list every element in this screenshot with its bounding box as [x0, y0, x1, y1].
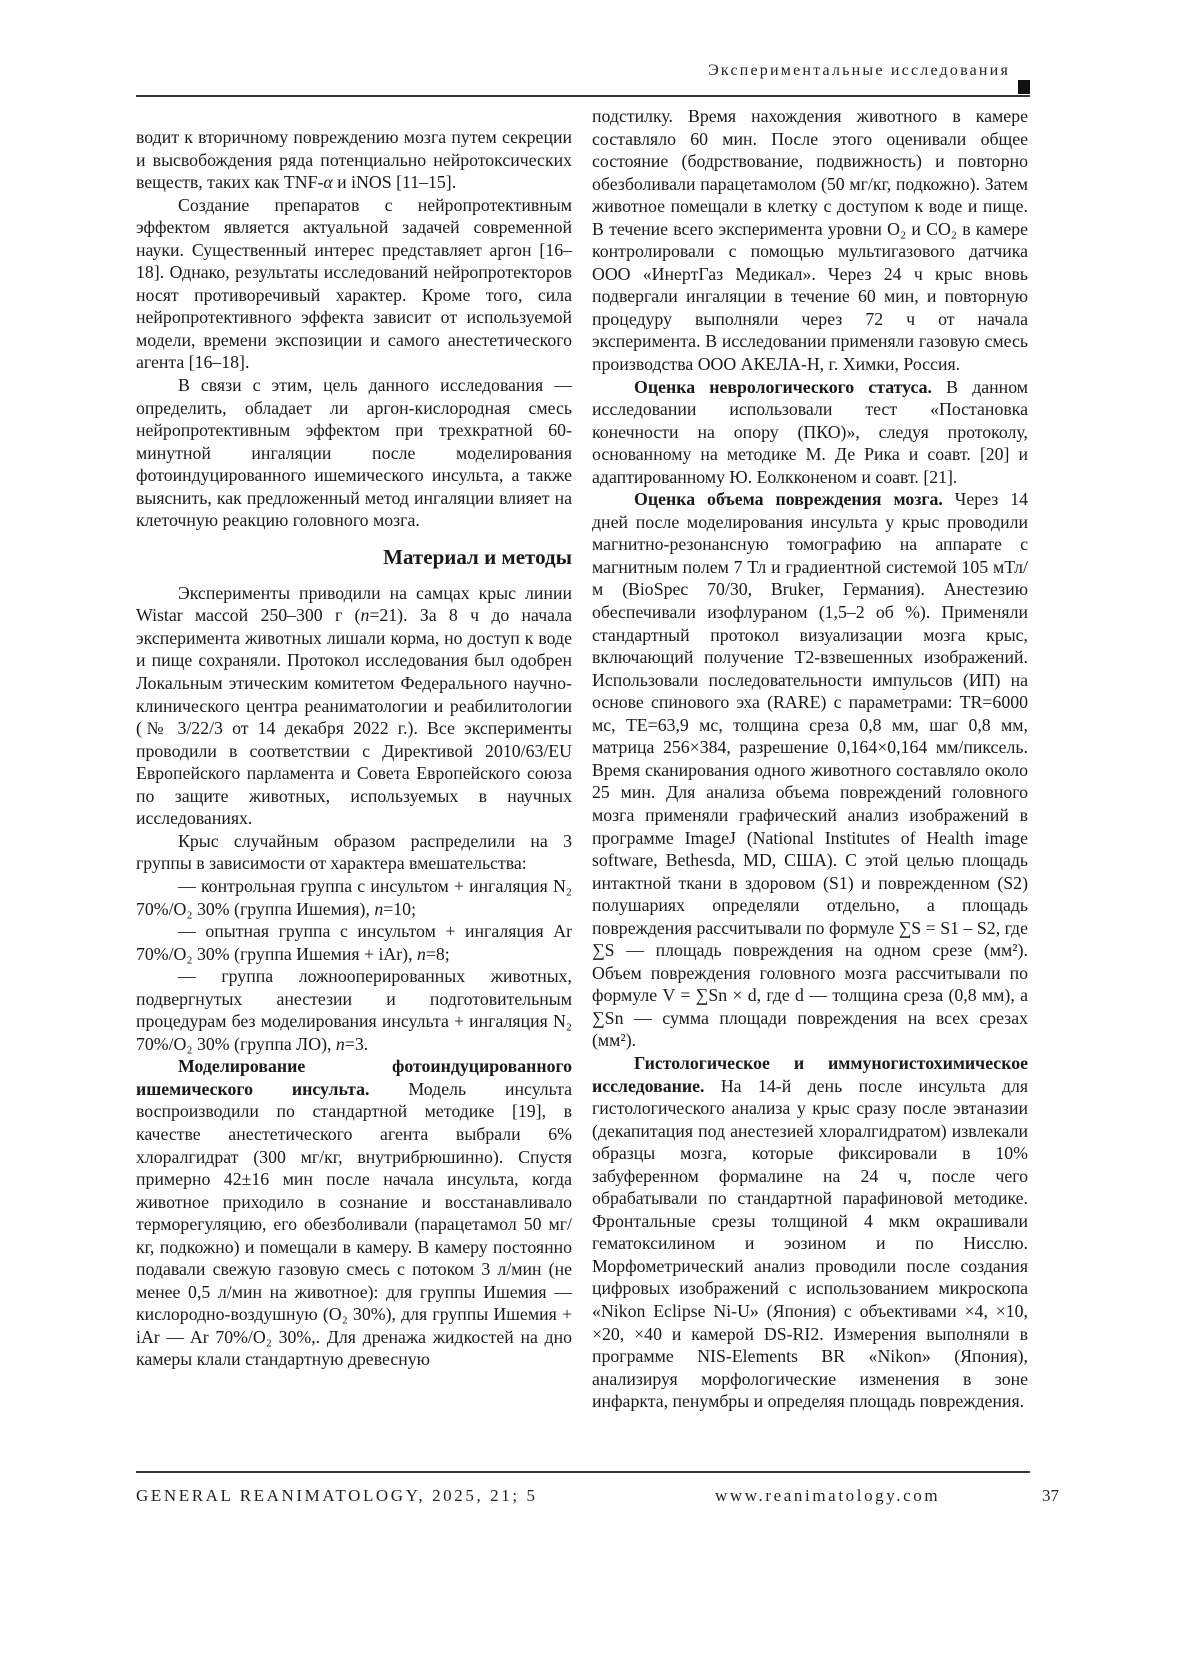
text: =8; — [426, 944, 450, 964]
text: Через 14 дней после моделирования инсульта у крыс проводили магнитно-резонансную томографию на аппарате с магнитным полем 7 Тл и градиентной системой 105 мТл/м (BioSpec 70/30, Bruker, Германия). Анестезию обеспечивали изофлураном (1,5–2 об %). Применяли стандартный протокол визуализации мозга крыс, включающий получение Т2-взвешенных изображений. Использовали последовательности импульсов (ИП) на основе спинового эха (RARE) с параметрами: TR=6000 мс, TE=63,9 мс, толщина среза 0,8 мм, шаг 0,8 мм, матрица 256×384, разрешение 0,164×0,164 мм/пиксель. Время сканирования одного животного составляло около 25 мин. Для анализа объема повреждений головного мозга применяли графический анализ изображений в программе ImageJ (National Institutes of Health image software, Bethesda, MD, США). С этой целью площадь интактной ткани в здоровом (S1) и поврежденном (S2) полушариях определяли отдельно, а площадь повреждения рассчитывали по формуле ∑S = S1 – S2, где ∑S — площадь повреждения на одном срезе (мм²). Объем повреждения головного мозга рассчитывали по формуле V = ∑Sn × d, где d — толщина среза (0,8 мм), а ∑Sn — сумма площади повреждения на всех срезах (мм²). — [592, 489, 1028, 1050]
paragraph — [136, 126, 572, 194]
text-italic: n — [374, 899, 383, 919]
run-in-heading: Оценка объема повреждения мозга. — [634, 489, 943, 509]
right-column — [592, 105, 1028, 1413]
paragraph: подстилку. Время нахождения животного в камере составляло 60 мин. После этого оценивали общее состояние (бодрствование, подвижность) и повторно обезболивали парацетамолом (50 мг/кг, подкожно). Затем животное помещали в клетку с доступом к воде и пище. В течение всего эксперимента уровни O₂ и CO₂ в камере контролировали с помощью мультигазового датчика ООО «ИнертГаз Медикал». Через 24 ч крыс вновь подвергали ингаляции в течение 60 мин, и повторную процедуру выполняли через 72 ч от начала эксперимента. В исследовании применяли газовую смесь производства ООО АКЕЛА-Н, г. Химки, Россия. — [592, 105, 1028, 376]
footer-journal-citation: GENERAL REANIMATOLOGY, 2025, 21; 5 — [136, 1486, 538, 1506]
left-column — [136, 126, 572, 1371]
running-header-title: Экспериментальные исследования — [560, 62, 1010, 80]
text: водит к вторичному повреждению мозга путем секреции и высвобождения ряда потенциально нейротоксических веществ, таких как TNF- — [136, 127, 572, 192]
text: Эксперименты приводили на самцах крыс линии Wistar массой 250–300 г ( — [136, 583, 572, 626]
text: Модель инсульта воспроизводили по стандартной методике [19], в качестве анестетического агента выбрали 6% хлоралгидрат (300 мг/кг, внутрибрюшинно). Спустя примерно 42±16 мин после начала инсульта, когда животное приходило в сознание и восстанавливало терморегуляцию, его обезболивали (парацетамол 50 мг/кг, подкожно) и помещали в камеру. В камеру постоянно подавали свежую газовую смесь с потоком 3 л/мин (не менее 0,5 л/мин на животное): для группы Ишемия — кислородно-воздушную (O₂ 30%), для группы Ишемия + iAr — Ar 70%/O₂ 30%,. Для дренажа жидкостей на дно камеры клали стандартную древесную — [136, 1079, 572, 1370]
text: На 14-й день после инсульта для гистологического анализа у крыс сразу после эвтаназии (декапитация под анестезией хлоралгидратом) извлекали образцы мозга, которые фиксировали в 10% забуференном формалине на 24 ч, после чего обрабатывали по стандартной парафиновой методике. Фронтальные срезы толщиной 4 мкм окрашивали гематоксилином и эозином и по Нисслю. Морфометрический анализ проводили после создания цифровых изображений с использованием микроскопа «Nikon Eclipse Ni-U» (Япония) с объективами ×4, ×10, ×20, ×40 и камерой DS-RI2. Измерения выполняли в программе NIS-Elements BR «Nikon» (Япония), анализируя морфологические изменения в зоне инфаркта, пенумбры и определяя площадь повреждения. — [592, 1076, 1028, 1412]
text-italic: α — [323, 172, 332, 192]
paragraph — [592, 376, 1028, 489]
footer-rule — [136, 1471, 1030, 1473]
footer-website-link[interactable]: www.reanimatology.com — [715, 1486, 940, 1506]
paragraph: Крыс случайным образом распределили на 3 группы в зависимости от характера вмешательства: — [136, 830, 572, 875]
header-marker-square — [1018, 80, 1030, 94]
page-number: 37 — [1042, 1486, 1059, 1506]
section-heading: Материал и методы — [136, 544, 572, 570]
text-italic: n — [336, 1034, 345, 1054]
header-rule — [136, 95, 1030, 97]
text: =21). За 8 ч до начала эксперимента животных лишали корма, но доступ к воде и пище сохраняли. Протокол исследования был одобрен Локальным этическим комитетом Федерального научно-клинического центра реаниматологии и реабилитологии (№ 3/22/3 от 14 декабря 2022 г.). Все эксперименты проводили в соответствии с Директивой 2010/63/EU Европейского парламента и Совета Европейского союза по защите животных, используемых в научных исследованиях. — [136, 605, 572, 828]
paragraph: Создание препаратов с нейропротективным эффектом является актуальной задачей современной науки. Существенный интерес представляет аргон [16–18]. Однако, результаты исследований нейропротекторов носят противоречивый характер. Кроме того, сила нейропротективного эффекта зависит от используемой модели, времени экспозиции и самого анестетического агента [16–18]. — [136, 194, 572, 374]
text: В данном исследовании использовали тест «Постановка конечности на опору (ПКО)», следуя протоколу, основанному на методике М. Де Рика и соавт. [20] и адаптированному Ю. Еолкконеном и соавт. [21]. — [592, 377, 1028, 487]
paragraph — [136, 582, 572, 830]
paragraph — [136, 1055, 572, 1371]
list-item — [136, 920, 572, 965]
run-in-heading: Гистологическое и иммуногистохимическое исследование. — [592, 1053, 1028, 1096]
text-italic: n — [417, 944, 426, 964]
paragraph — [592, 488, 1028, 1052]
text: — контрольная группа с инсультом + ингаляция N₂ 70%/O₂ 30% (группа Ишемия), — [136, 876, 572, 919]
paragraph: В связи с этим, цель данного исследования — определить, обладает ли аргон-кислородная смесь нейропротективным эффектом при трехкратной 60-минутной ингаляции после моделирования фотоиндуцированного ишемического инсульта, а также выяснить, как предложенный метод ингаляции влияет на клеточную реакцию головного мозга. — [136, 374, 572, 532]
run-in-heading: Оценка неврологического статуса. — [634, 377, 932, 397]
text: и iNOS [11–15]. — [333, 172, 456, 192]
text: — опытная группа с инсультом + ингаляция Ar 70%/O₂ 30% (группа Ишемия + iAr), — [136, 921, 572, 964]
text-italic: n — [360, 605, 369, 625]
run-in-heading: Моделирование фотоиндуцированного ишемического инсульта. — [136, 1056, 572, 1099]
text: =3. — [345, 1034, 368, 1054]
text: =10; — [383, 899, 416, 919]
paragraph — [592, 1052, 1028, 1413]
list-item — [136, 875, 572, 920]
text: — группа ложнооперированных животных, подвергнутых анестезии и подготовительным процедурам без моделирования инсульта + ингаляция N₂ 70%/O₂ 30% (группа ЛО), — [136, 966, 572, 1054]
list-item — [136, 965, 572, 1055]
